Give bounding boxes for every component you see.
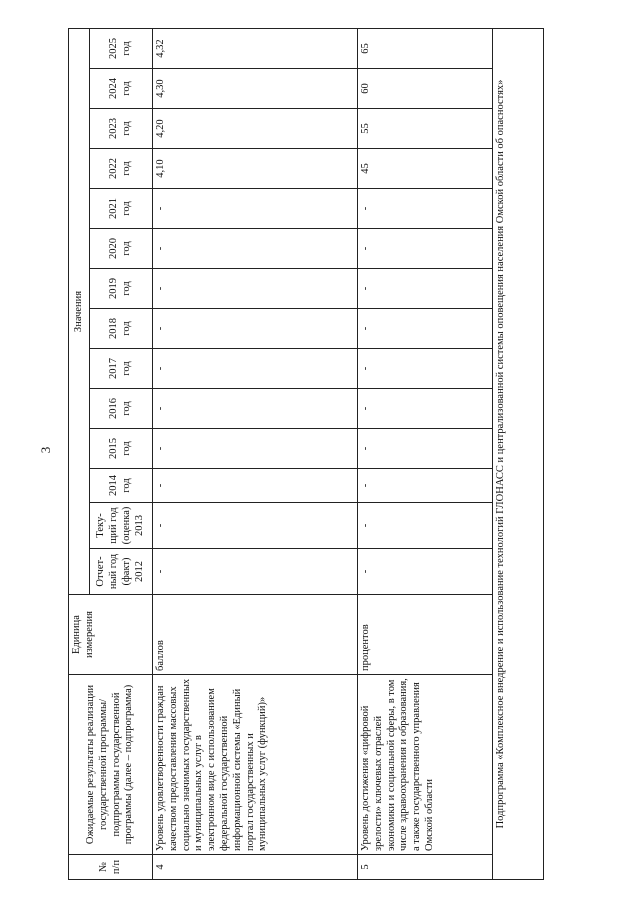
value-cell: -: [153, 503, 358, 549]
value-cell: -: [358, 349, 493, 389]
year-header: Отчет-ный год (факт) 2012: [90, 549, 153, 595]
value-cell: -: [358, 429, 493, 469]
value-cell: -: [358, 189, 493, 229]
value-cell: -: [358, 309, 493, 349]
header-values: Значения: [69, 28, 90, 594]
header-num: № п/п: [69, 855, 153, 880]
value-cell: -: [358, 549, 493, 595]
value-cell: -: [153, 429, 358, 469]
table-row: [153, 0, 358, 880]
row-result: Уровень удовлетворенности граждан качеством предоставления массовых социально значимых государственных и муниципальных услуг в электронном виде с использованием федеральной государственной информационной системы «Единый портал государственных и муниципальных услуг (функций)»: [153, 675, 358, 855]
header-unit: Единица измерения: [69, 595, 153, 675]
value-cell: 4,10: [153, 149, 358, 189]
year-header: 2014 год: [90, 469, 153, 503]
value-cell: 60: [358, 69, 493, 109]
value-cell: -: [153, 469, 358, 503]
value-cell: -: [153, 349, 358, 389]
rotated-page: [68, 25, 638, 880]
value-cell: -: [358, 503, 493, 549]
value-cell: -: [358, 389, 493, 429]
year-header: Теку-щий год (оценка) 2013: [90, 503, 153, 549]
year-header: 2019 год: [90, 269, 153, 309]
value-cell: -: [358, 229, 493, 269]
value-cell: 45: [358, 149, 493, 189]
year-header: 2020 год: [90, 229, 153, 269]
year-header: 2022 год: [90, 149, 153, 189]
table-row: [358, 0, 493, 880]
subprogram-title: Подпрограмма «Комплексное внедрение и использование технологий ГЛОНАСС и централизованной системы оповещения населения Омской области об опасностях»: [493, 28, 544, 879]
row-number: 5: [358, 855, 493, 880]
page-number: 3: [38, 446, 53, 454]
year-header: 2024 год: [90, 69, 153, 109]
row-unit: процентов: [358, 595, 493, 675]
year-header: 2023 год: [90, 109, 153, 149]
value-cell: -: [153, 229, 358, 269]
year-header: 2017 год: [90, 349, 153, 389]
row-number: 4: [153, 855, 358, 880]
value-cell: -: [153, 549, 358, 595]
year-header: 2025 год: [90, 28, 153, 68]
row-unit: баллов: [153, 595, 358, 675]
value-cell: 55: [358, 109, 493, 149]
header-result: Ожидаемые результаты реализации государственной программы/подпрограммы государственной программы (далее – подпрограмма): [69, 675, 153, 855]
row-result: Уровень достижения «цифровой зрелости» ключевых отраслей экономики и социальной сферы, в том числе здравоохранения и образования, а также государственного управления Омской области: [358, 675, 493, 855]
value-cell: -: [358, 469, 493, 503]
value-cell: 65: [358, 28, 493, 68]
value-cell: -: [153, 309, 358, 349]
subprogram-row: [493, 0, 544, 880]
year-header: 2016 год: [90, 389, 153, 429]
value-cell: -: [153, 269, 358, 309]
value-cell: 4,20: [153, 109, 358, 149]
value-cell: -: [153, 189, 358, 229]
year-header: 2021 год: [90, 189, 153, 229]
year-header: 2015 год: [90, 429, 153, 469]
results-table: [68, 0, 544, 880]
value-cell: -: [153, 389, 358, 429]
year-header: 2018 год: [90, 309, 153, 349]
value-cell: -: [358, 269, 493, 309]
value-cell: 4,30: [153, 69, 358, 109]
value-cell: 4,32: [153, 28, 358, 68]
